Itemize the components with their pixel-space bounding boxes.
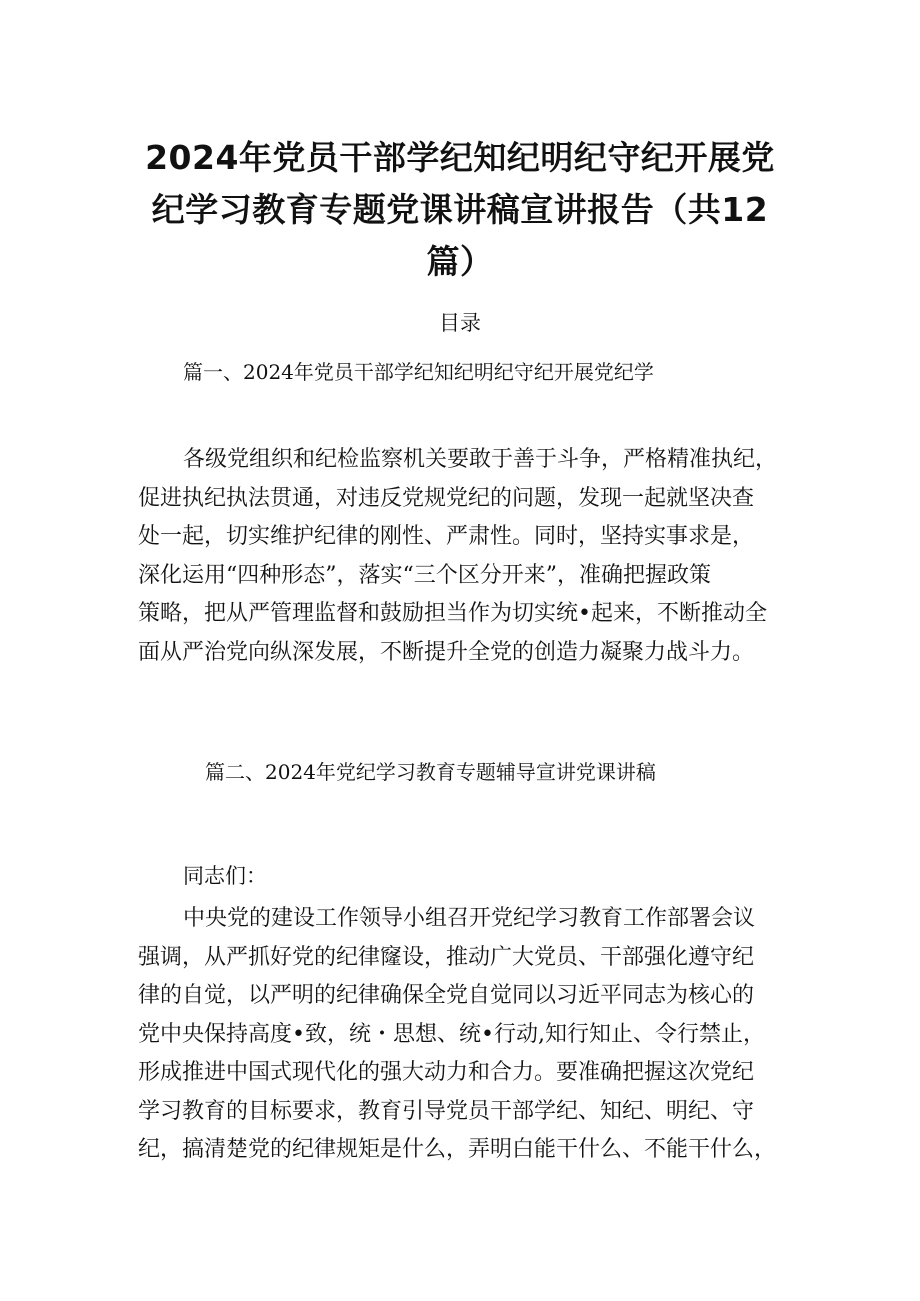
paragraph-line: 各级党组织和纪检监察机关要敢于善于斗争，严格精准执纪， xyxy=(183,447,778,472)
paragraph-line: 中央党的建设工作领导小组召开党纪学习教育工作部署会议 xyxy=(183,906,756,931)
greeting: 同志们： xyxy=(183,864,267,888)
section-1-paragraph xyxy=(138,441,798,672)
paragraph-line: 律的自觉，以严明的纪律确保全党自觉同以习近平同志为核心的 xyxy=(138,983,755,1008)
paragraph-line: 面从严治党向纵深发展，不断提升全党的创造力凝聚力战斗力。 xyxy=(138,639,755,665)
toc-heading: 目录 xyxy=(439,311,481,335)
title-line: 纪学习教育专题党课讲稿宣讲报告（共12 xyxy=(151,190,769,229)
paragraph-line: 纪，搞清楚党的纪律规矩是什么，弄明白能干什么、不能干什么， xyxy=(138,1137,777,1162)
title-line: 篇） xyxy=(426,242,494,281)
paragraph-line: 处一起，切实维护纪律的刚性、严肃性。同时，坚持实事求是， xyxy=(138,524,755,549)
section-heading-2: 篇二、2024年党纪学习教育专题辅导宣讲党课讲稿 xyxy=(205,760,656,784)
document-title xyxy=(120,132,800,288)
paragraph-line: 促进执纪执法贯通，对违反党规党纪的问题，发现一起就坚决查 xyxy=(138,485,755,511)
title-line: 2024年党员干部学纪知纪明纪守纪开展党 xyxy=(145,138,775,177)
paragraph-line: 深化运用“四种形态”，落实“三个区分开来”，准确把握政策 xyxy=(138,562,711,588)
paragraph-line: 强调，从严抓好党的纪律窿设，推动广大党员、干部强化遵守纪 xyxy=(138,944,755,970)
section-2-paragraph xyxy=(138,900,798,1170)
paragraph-line: 形成推进中国式现代化的强大动力和合力。要准确把握这次党纪 xyxy=(138,1060,755,1085)
paragraph-line: 学习教育的目标要求，教育引导党员干部学纪、知纪、明纪、守 xyxy=(138,1098,755,1124)
section-heading-1: 篇一、2024年党员干部学纪知纪明纪守纪开展党纪学 xyxy=(183,360,654,384)
paragraph-line: 策略，把从严管理监督和鼓励担当作为切实统•起来，不断推动全 xyxy=(138,601,767,626)
paragraph-line: 党中央保持高度•致，统・思想、统•行动,知行知止、令行禁止， xyxy=(138,1021,765,1047)
